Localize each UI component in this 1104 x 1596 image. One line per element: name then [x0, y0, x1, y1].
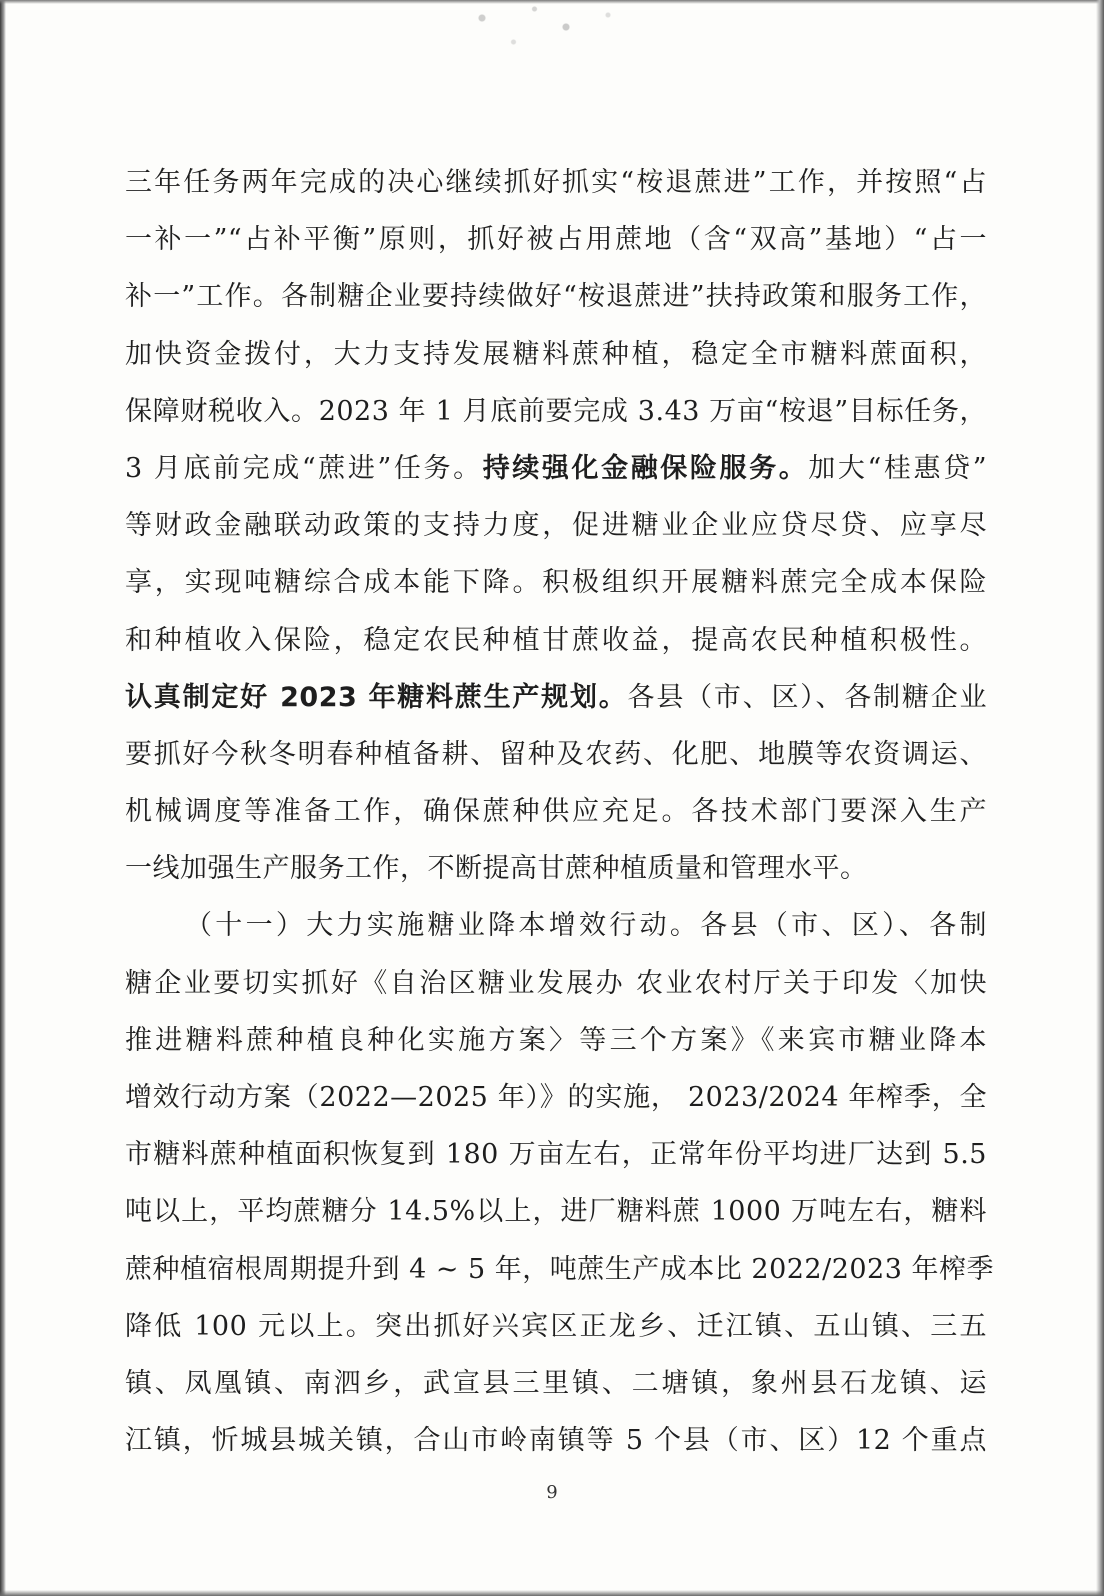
page-number: 9 — [546, 1482, 558, 1503]
text-line: 享，实现吨糖综合成本能下降。积极组织开展糖料蔗完全成本保险 — [125, 567, 987, 599]
text-line: 蔗种植宿根周期提升到 4 ~ 5 年，吨蔗生产成本比 2022/2023 年榨季 — [125, 1253, 994, 1285]
text-line: 推进糖料蔗种植良种化实施方案〉等三个方案》《来宾市糖业降本 — [125, 1024, 987, 1056]
text-line: 等财政金融联动政策的支持力度，促进糖业企业应贷尽贷、应享尽 — [125, 510, 987, 542]
text-line: 糖企业要切实抓好《自治区糖业发展办 农业农村厅关于印发〈加快 — [125, 967, 987, 999]
text-line: 三年任务两年完成的决心继续抓好抓实“桉退蔗进”工作，并按照“占 — [125, 167, 987, 198]
text-line: 和种植收入保险，稳定农民种植甘蔗收益，提高农民种植积极性。 — [125, 624, 987, 656]
text-line: 镇、凤凰镇、南泗乡，武宣县三里镇、二塘镇，象州县石龙镇、运 — [125, 1367, 987, 1399]
text-line: 增效行动方案（2022—2025 年）》的实施， 2023/2024 年榨季，全 — [125, 1082, 987, 1113]
bold-heading-finance-insurance: 持续强化金融保险服务。 — [482, 452, 809, 484]
text-line: 江镇，忻城县城关镇，合山市岭南镇等 5 个县（市、区）12 个重点 — [125, 1425, 987, 1457]
text-line-mixed — [125, 440, 987, 497]
scan-edge-bottom — [0, 1590, 1104, 1596]
text-line: 降低 100 元以上。突出抓好兴宾区正龙乡、迁江镇、五山镇、三五 — [125, 1310, 987, 1342]
scan-edge-right — [1096, 0, 1104, 1596]
text-line: 市糖料蔗种植面积恢复到 180 万亩左右，正常年份平均进厂达到 5.5 — [125, 1139, 987, 1171]
document-body — [125, 154, 994, 1469]
text-line: 一线加强生产服务工作，不断提高甘蔗种植质量和管理水平。 — [125, 853, 868, 885]
text-line: 补一”工作。各制糖企业要持续做好“桉退蔗进”扶持政策和服务工作， — [125, 281, 987, 313]
text-segment: 3 月底前完成“蔗进”任务。 — [125, 452, 483, 484]
text-segment: 各县（市、区）、各制糖企业 — [627, 681, 987, 713]
text-line: 加快资金拨付，大力支持发展糖料蔗种植，稳定全市糖料蔗面积， — [125, 338, 987, 370]
text-line: 吨以上，平均蔗糖分 14.5%以上，进厂糖料蔗 1000 万吨左右，糖料 — [125, 1196, 987, 1228]
text-line: 一补一”“占补平衡”原则，抓好被占用蔗地（含“双高”基地）“占一 — [125, 224, 987, 256]
text-segment: 加大“桂惠贷” — [808, 452, 988, 484]
text-line: 机械调度等准备工作，确保蔗种供应充足。各技术部门要深入生产 — [125, 796, 987, 828]
section-heading-line: （十一）大力实施糖业降本增效行动。各县（市、区）、各制 — [185, 910, 987, 942]
text-line-mixed — [125, 669, 987, 726]
scan-speckle — [440, 0, 650, 60]
scan-edge-left — [0, 0, 6, 1596]
text-line: 保障财税收入。2023 年 1 月底前要完成 3.43 万亩“桉退”目标任务， — [125, 395, 987, 427]
bold-heading-production-plan: 认真制定好 2023 年糖料蔗生产规划。 — [125, 681, 628, 713]
text-line: 要抓好今秋冬明春种植备耕、留种及农药、化肥、地膜等农资调运、 — [125, 738, 987, 770]
